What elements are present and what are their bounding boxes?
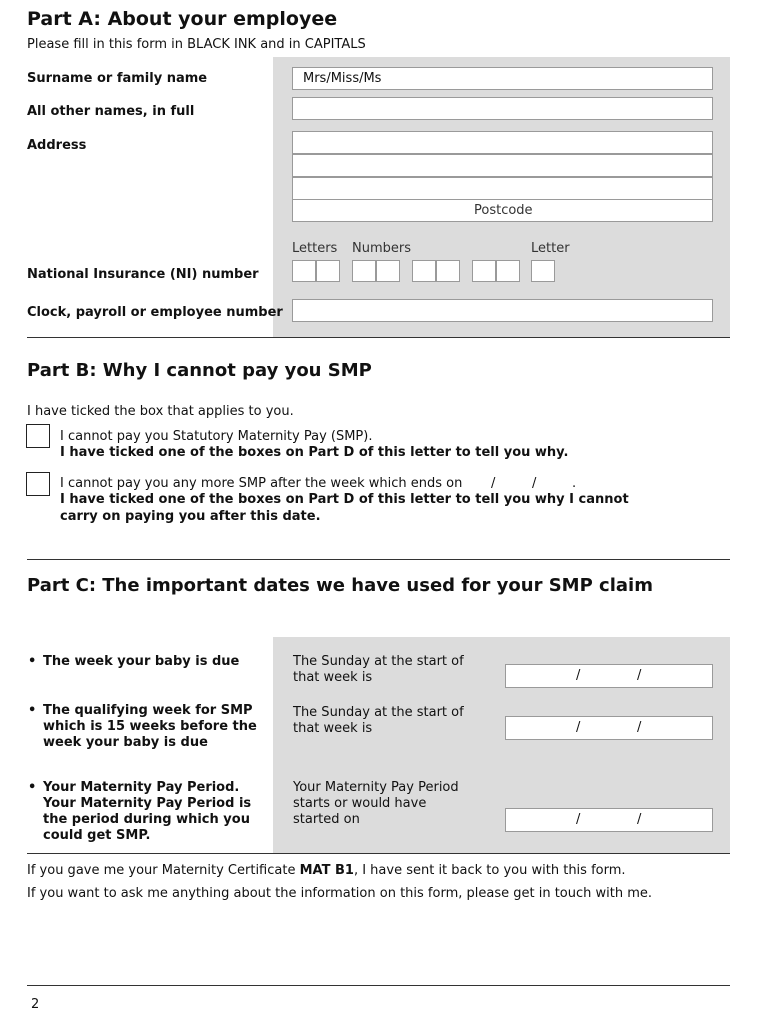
ni-box-9[interactable] <box>531 260 555 282</box>
ni-number-boxes <box>292 260 552 282</box>
other-names-field[interactable] <box>292 97 713 120</box>
date-slash: / <box>637 720 642 735</box>
contact-note: If you want to ask me anything about the information on this form, please get in touch with me. <box>27 886 653 901</box>
divider-a <box>27 337 730 338</box>
bullet: • <box>28 780 37 795</box>
other-names-label: All other names, in full <box>27 104 195 119</box>
part-b-title: Part B: Why I cannot pay you SMP <box>27 360 372 381</box>
ni-box-3[interactable] <box>352 260 376 282</box>
clock-field[interactable] <box>292 299 713 322</box>
baby-due-sunday-label: The Sunday at the start of that week is <box>293 654 464 685</box>
bullet: • <box>28 703 37 718</box>
postcode-field[interactable] <box>292 199 713 222</box>
surname-label: Surname or family name <box>27 71 208 86</box>
cannot-pay-more-checkbox[interactable] <box>26 472 50 496</box>
date-end-period: . <box>572 476 577 491</box>
part-a-instruction: Please fill in this form in BLACK INK and in CAPITALS <box>27 37 366 52</box>
baby-due-week-label: The week your baby is due <box>43 654 240 669</box>
ni-label: National Insurance (NI) number <box>27 267 259 282</box>
ni-box-7[interactable] <box>472 260 496 282</box>
part-c-title: Part C: The important dates we have used for your SMP claim <box>27 575 653 596</box>
maternity-pay-period-label: Your Maternity Pay Period. Your Maternity Pay Period is the period during which you could get SMP. <box>43 780 252 843</box>
mat-b1-note: If you gave me your Maternity Certificate MAT B1, I have sent it back to you with this form. <box>27 863 626 878</box>
surname-prefix: Mrs/Miss/Ms <box>303 71 382 86</box>
ni-box-4[interactable] <box>376 260 400 282</box>
ni-letter-caption: Letter <box>531 241 570 256</box>
option1-line1: I cannot pay you Statutory Maternity Pay (SMP). <box>60 429 373 444</box>
date-slash: / <box>532 476 537 491</box>
postcode-label: Postcode <box>474 203 533 218</box>
divider-c <box>27 853 730 854</box>
qualifying-sunday-label: The Sunday at the start of that week is <box>293 705 464 736</box>
qualifying-week-date-field[interactable] <box>505 716 713 740</box>
date-slash: / <box>576 668 581 683</box>
date-slash: / <box>576 812 581 827</box>
ni-box-1[interactable] <box>292 260 316 282</box>
ni-box-8[interactable] <box>496 260 520 282</box>
part-b-intro: I have ticked the box that applies to you. <box>27 404 294 419</box>
date-slash: / <box>637 668 642 683</box>
surname-field[interactable] <box>292 67 713 90</box>
address-line-2[interactable] <box>292 154 713 177</box>
maternity-pay-start-date-field[interactable] <box>505 808 713 832</box>
address-label: Address <box>27 138 87 153</box>
part-a-title: Part A: About your employee <box>27 8 338 30</box>
maternity-pay-start-label: Your Maternity Pay Period starts or would have started on <box>293 780 459 827</box>
address-line-1[interactable] <box>292 131 713 154</box>
ni-numbers-caption: Numbers <box>352 241 411 256</box>
date-slash: / <box>637 812 642 827</box>
divider-footer <box>27 985 730 986</box>
date-slash: / <box>491 476 496 491</box>
date-slash: / <box>576 720 581 735</box>
option2-line1: I cannot pay you any more SMP after the week which ends on <box>60 476 463 491</box>
option1-line2: I have ticked one of the boxes on Part D of this letter to tell you why. <box>60 445 569 460</box>
ni-letters-caption: Letters <box>292 241 338 256</box>
ni-box-5[interactable] <box>412 260 436 282</box>
page-number: 2 <box>31 997 40 1012</box>
ni-box-2[interactable] <box>316 260 340 282</box>
option2-line2: I have ticked one of the boxes on Part D of this letter to tell you why I cannot <box>60 492 629 507</box>
bullet: • <box>28 654 37 669</box>
clock-label: Clock, payroll or employee number <box>27 305 283 320</box>
option2-line3: carry on paying you after this date. <box>60 509 321 524</box>
divider-b <box>27 559 730 560</box>
qualifying-week-label: The qualifying week for SMP which is 15 weeks before the week your baby is due <box>43 703 257 750</box>
cannot-pay-checkbox[interactable] <box>26 424 50 448</box>
address-line-3[interactable] <box>292 177 713 200</box>
baby-due-date-field[interactable] <box>505 664 713 688</box>
ni-box-6[interactable] <box>436 260 460 282</box>
